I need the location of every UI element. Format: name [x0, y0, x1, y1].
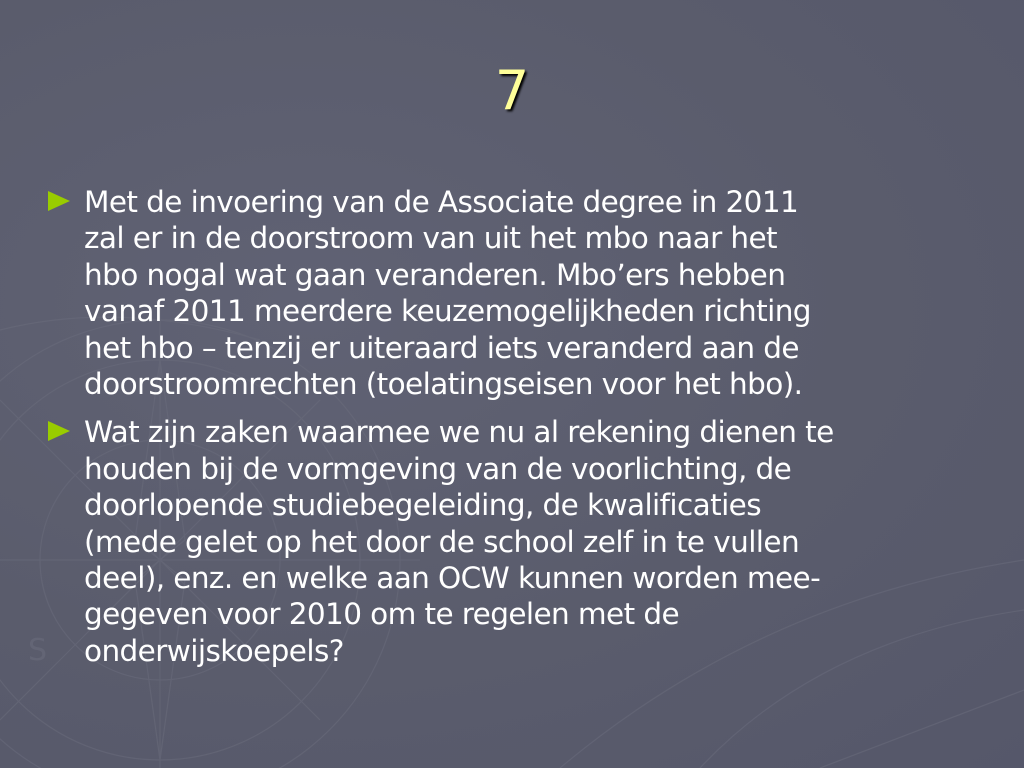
bullet-line: het hbo – tenzij er uiteraard iets veranderd aan de	[84, 330, 799, 365]
bullet-line: onderwijskoepels?	[84, 633, 344, 668]
bullet-item	[46, 184, 1006, 402]
bullet-line: (mede gelet op het door de school zelf in te vullen	[84, 524, 800, 559]
slide-title: 7	[494, 59, 530, 122]
bullet-list	[46, 184, 1006, 681]
bullet-line: zal er in de doorstroom van uit het mbo naar het	[84, 221, 777, 256]
bullet-line: Met de invoering van de Associate degree in 2011	[84, 185, 799, 219]
bullet-line: Wat zijn zaken waarmee we nu al rekening dienen te	[84, 415, 834, 450]
triangle-right-icon	[46, 419, 74, 443]
bullet-line: houden bij de vormgeving van de voorlichting, de	[84, 451, 792, 486]
svg-text:S: S	[28, 633, 48, 668]
bullet-line: doorlopende studiebegeleiding, de kwalificaties	[84, 488, 762, 523]
bullet-line: hbo nogal wat gaan veranderen. Mbo’ers hebben	[84, 257, 786, 292]
bullet-item	[46, 414, 1006, 669]
bullet-line: doorstroomrechten (toelatingseisen voor het hbo).	[84, 367, 803, 402]
bullet-line: gegeven voor 2010 om te regelen met de	[84, 597, 680, 632]
triangle-right-icon	[46, 189, 74, 213]
bullet-line: deel), enz. en welke aan OCW kunnen worden mee-	[84, 561, 821, 596]
bullet-line: vanaf 2011 meerdere keuzemogelijkheden richting	[84, 294, 811, 329]
